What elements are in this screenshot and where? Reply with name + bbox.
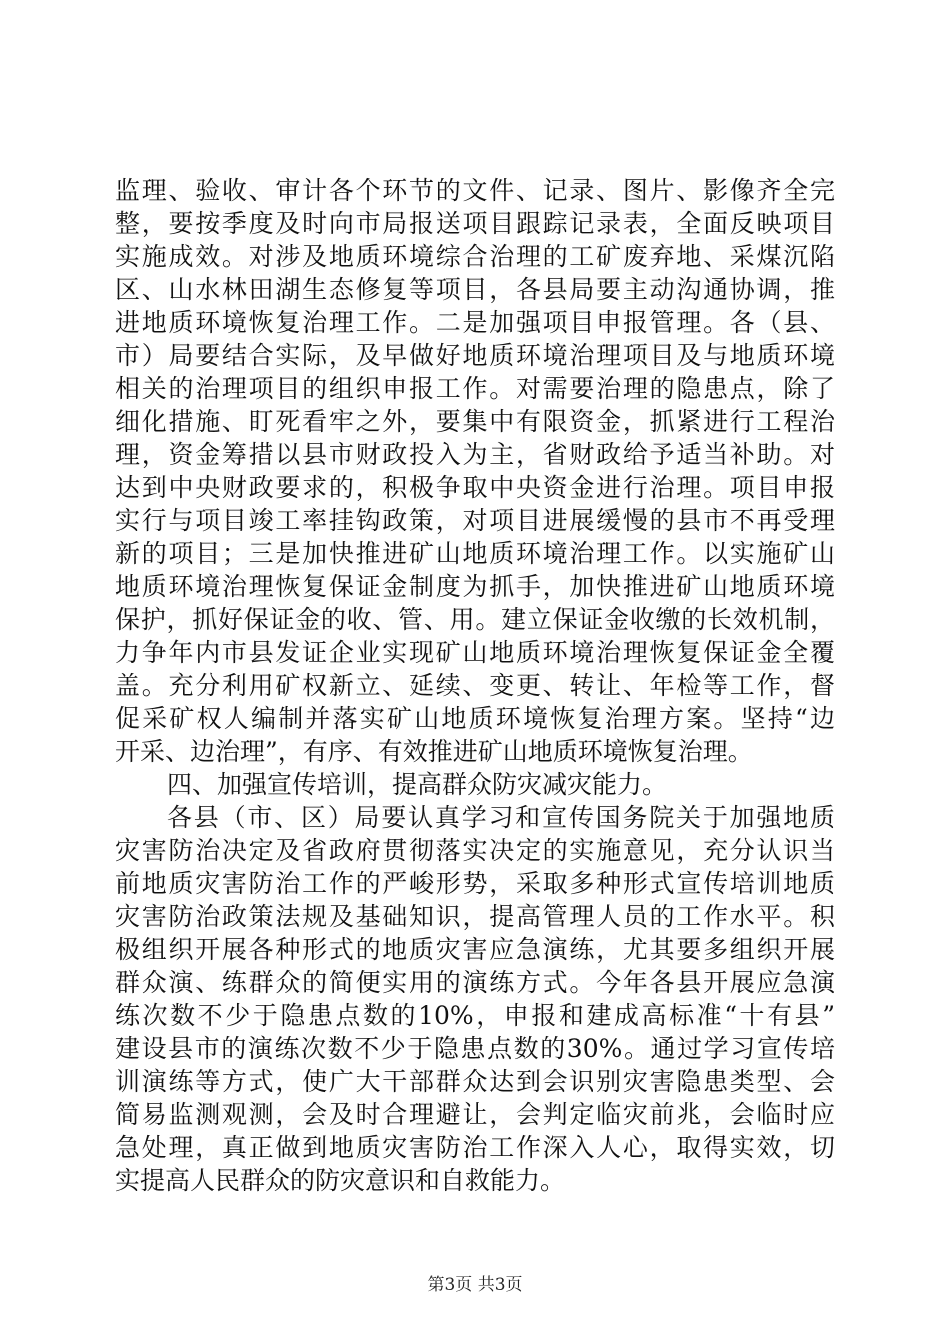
text-line: 新的项目；三是加快推进矿山地质环境治理工作。以实施矿山 (115, 539, 835, 568)
text-line: 监理、验收、审计各个环节的文件、记录、图片、影像齐全完 (115, 176, 835, 205)
text-line: 市）局要结合实际，及早做好地质环境治理项目及与地质环境 (115, 341, 835, 370)
text-line: 相关的治理项目的组织申报工作。对需要治理的隐患点，除了 (115, 374, 835, 403)
text-line: 地质环境治理恢复保证金制度为抓手，加快推进矿山地质环境 (115, 572, 835, 601)
text-line: 力争年内市县发证企业实现矿山地质环境治理恢复保证金全覆 (115, 638, 835, 667)
text-line: 理，资金筹措以县市财政投入为主，省财政给予适当补助。对 (115, 440, 835, 469)
text-line: 建设县市的演练次数不少于隐患点数的30%。通过学习宣传培 (115, 1034, 835, 1063)
text-line: 实施成效。对涉及地质环境综合治理的工矿废弃地、采煤沉陷 (115, 242, 835, 271)
text-line: 急处理，真正做到地质灾害防治工作深入人心，取得实效，切 (115, 1133, 835, 1162)
page-number-footer: 第3页 共3页 (427, 1275, 523, 1295)
text-line: 进地质环境恢复治理工作。二是加强项目申报管理。各（县、 (115, 308, 835, 337)
section-heading: 四、加强宣传培训，提高群众防灾减灾能力。 (167, 770, 668, 799)
text-line: 开采、边治理”，有序、有效推进矿山地质环境恢复治理。 (115, 737, 753, 766)
text-line: 练次数不少于隐患点数的10%，申报和建成高标准“十有县” (115, 1001, 835, 1030)
text-line: 极组织开展各种形式的地质灾害应急演练，尤其要多组织开展 (115, 935, 835, 964)
paragraph-first-line: 各县（市、区）局要认真学习和宣传国务院关于加强地质 (167, 803, 835, 832)
text-line: 促采矿权人编制并落实矿山地质环境恢复治理方案。坚持“边 (115, 704, 835, 733)
text-line: 区、山水林田湖生态修复等项目，各县局要主动沟通协调，推 (115, 275, 835, 304)
text-line: 简易监测观测，会及时合理避让，会判定临灾前兆，会临时应 (115, 1100, 835, 1129)
text-line: 前地质灾害防治工作的严峻形势，采取多种形式宣传培训地质 (115, 869, 835, 898)
text-line: 训演练等方式，使广大干部群众达到会识别灾害隐患类型、会 (115, 1067, 835, 1096)
text-line: 保护，抓好保证金的收、管、用。建立保证金收缴的长效机制， (115, 605, 835, 634)
text-line: 整，要按季度及时向市局报送项目跟踪记录表，全面反映项目 (115, 209, 835, 238)
text-line: 实行与项目竣工率挂钩政策，对项目进展缓慢的县市不再受理 (115, 506, 835, 535)
text-line: 细化措施、盯死看牢之外，要集中有限资金，抓紧进行工程治 (115, 407, 835, 436)
text-line: 盖。充分利用矿权新立、延续、变更、转让、年检等工作，督 (115, 671, 835, 700)
text-line: 灾害防治政策法规及基础知识，提高管理人员的工作水平。积 (115, 902, 835, 931)
text-line: 达到中央财政要求的，积极争取中央资金进行治理。项目申报 (115, 473, 835, 502)
document-body (115, 174, 835, 1197)
text-line: 群众演、练群众的简便实用的演练方式。今年各县开展应急演 (115, 968, 835, 997)
text-line: 实提高人民群众的防灾意识和自救能力。 (115, 1166, 566, 1195)
text-line: 灾害防治决定及省政府贯彻落实决定的实施意见，充分认识当 (115, 836, 835, 865)
